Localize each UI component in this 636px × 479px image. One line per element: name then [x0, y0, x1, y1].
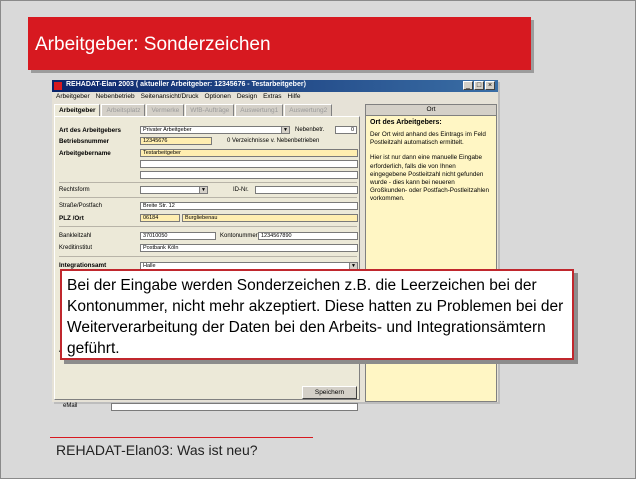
arbeitgebername-field-2[interactable]	[140, 160, 358, 168]
arbeitgebername-field-3[interactable]	[140, 171, 358, 179]
kreditinstitut-label: Kreditinstitut	[59, 245, 93, 251]
menu-design[interactable]: Design	[236, 93, 258, 100]
menu-bar	[52, 93, 502, 103]
nebenbetr-label: Nebenbetr.	[295, 127, 325, 133]
strasse-label: Straße/Postfach	[59, 203, 103, 209]
slide-title: Arbeitgeber: Sonderzeichen	[35, 34, 271, 55]
menu-arbeitgeber[interactable]: Arbeitgeber	[56, 93, 90, 100]
app-icon	[54, 82, 62, 90]
window-title: REHADAT-Elan 2003 ( aktueller Arbeitgeber: 12345676 - Testarbeitgeber)	[66, 81, 306, 88]
save-button[interactable]: Speichern	[302, 386, 357, 399]
help-paragraph-1: Der Ort wird anhand des Eintrags im Feld Postleitzahl automatisch ermittelt.	[370, 131, 486, 147]
idnr-label: ID-Nr.	[233, 187, 249, 193]
menu-hilfe[interactable]: Hilfe	[287, 93, 301, 100]
footer-text: REHADAT-Elan03: Was ist neu?	[56, 442, 258, 458]
divider	[59, 256, 357, 257]
bankleitzahl-field[interactable]: 37010050	[140, 232, 216, 240]
tab-arbeitgeber[interactable]: Arbeitgeber	[54, 104, 100, 117]
strasse-field[interactable]: Breite Str. 12	[140, 202, 358, 210]
divider	[59, 226, 357, 227]
divider	[59, 182, 357, 183]
kontonummer-field[interactable]: 1234567890	[258, 232, 358, 240]
bankleitzahl-label: Bankleitzahl	[59, 233, 92, 239]
art-value: Privater Arbeitgeber	[143, 127, 192, 133]
betriebsnummer-field[interactable]: 12345676	[140, 137, 212, 145]
art-select[interactable]	[140, 126, 290, 134]
tab-auswertung2[interactable]: Auswertung2	[284, 104, 332, 116]
arbeitgebername-field[interactable]: Testarbeitgeber	[140, 149, 358, 157]
betriebsnummer-label: Betriebsnummer	[59, 138, 110, 145]
help-subtitle: Ort des Arbeitgebers:	[370, 119, 442, 126]
footer-divider	[50, 437, 313, 438]
integrationsamt-label: Integrationsamt	[59, 262, 107, 269]
chevron-down-icon: ▼	[349, 263, 357, 269]
minimize-button[interactable]: _	[463, 81, 473, 90]
divider	[59, 197, 357, 198]
art-label: Art des Arbeitgebers	[59, 127, 122, 134]
email-label: eMail	[63, 403, 78, 409]
menu-extras[interactable]: Extras	[263, 93, 282, 100]
close-button[interactable]: ×	[485, 81, 495, 90]
ort-field[interactable]: Burgliebenau	[182, 214, 358, 222]
help-header: Ort	[366, 105, 496, 116]
plz-label: PLZ /Ort	[59, 215, 84, 222]
kreditinstitut-field[interactable]: Postbank Köln	[140, 244, 358, 252]
plz-field[interactable]: 06184	[140, 214, 180, 222]
callout-box	[60, 269, 574, 360]
menu-nebenbetrieb[interactable]: Nebenbetrieb	[95, 93, 135, 100]
chevron-down-icon: ▼	[281, 127, 289, 133]
arbeitgebername-label: Arbeitgebername	[59, 150, 111, 157]
tab-wfb-auftraege[interactable]: WfB-Aufträge	[185, 104, 234, 116]
callout-text: Bei der Eingabe werden Sonderzeichen z.B. die Leerzeichen bei der Kontonummer, nicht mehr akzeptiert. Diese hatten zu Problemen bei der Weiterverarbeitung der Daten bei den Arbeits- und Integrationsämtern geführt.	[67, 277, 564, 357]
rechtsform-select[interactable]	[140, 186, 208, 194]
nebenbetr-field[interactable]: 0	[335, 126, 357, 134]
email-field[interactable]	[111, 403, 358, 411]
kontonummer-label: Kontonummer	[220, 233, 258, 239]
help-paragraph-2: Hier ist nur dann eine manuelle Eingabe erforderlich, falls die von Ihnen eingegebene Postleitzahl nicht gefunden wurde - dies kann bei neueren Großkunden- oder Postfach-Postleitzahlen vorkommen.	[370, 154, 490, 203]
integrationsamt-value: Halle	[143, 263, 156, 269]
tab-strip	[54, 104, 333, 116]
rechtsform-label: Rechtsform	[59, 187, 90, 193]
menu-seitenansicht[interactable]: Seitenansicht/Druck	[140, 93, 199, 100]
window-titlebar	[52, 80, 498, 92]
tab-arbeitsplatz[interactable]: Arbeitsplatz	[101, 104, 145, 116]
tab-vermerke[interactable]: Vermerke	[146, 104, 184, 116]
window-controls	[463, 81, 495, 90]
menu-optionen[interactable]: Optionen	[204, 93, 231, 100]
title-banner	[28, 17, 531, 70]
tab-auswertung1[interactable]: Auswertung1	[235, 104, 283, 116]
chevron-down-icon: ▼	[199, 187, 207, 193]
verzeichnisse-text: 0 Verzeichnisse v. Nebenbetrieben	[227, 138, 320, 144]
idnr-field[interactable]	[255, 186, 358, 194]
maximize-button[interactable]: □	[474, 81, 484, 90]
help-body	[366, 129, 496, 213]
